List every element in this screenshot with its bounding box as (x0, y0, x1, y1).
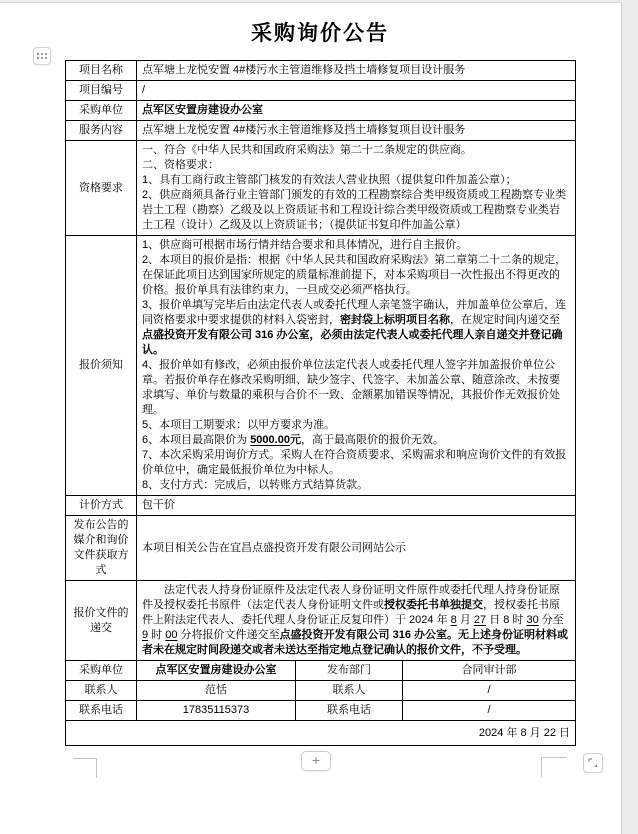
row-value-purchaser: 点军区安置房建设办公室 (137, 101, 576, 121)
margin-crop-mark-bottom-left (96, 758, 97, 778)
row-label-service: 服务内容 (66, 121, 137, 141)
table-drag-handle-button[interactable] (33, 47, 51, 65)
document-page (0, 2, 622, 834)
table-cell: 合同审计部 (403, 661, 576, 681)
row-value-pricing: 包干价 (137, 496, 576, 516)
table-row-contact-row (66, 681, 576, 701)
row-label-project-name: 项目名称 (66, 61, 137, 81)
table-row-service (66, 121, 576, 141)
table-cell: 联系电话 (296, 701, 403, 721)
row-label-pricing: 计价方式 (66, 496, 137, 516)
row-label-project-no: 项目编号 (66, 81, 137, 101)
row-value-media: 本项目相关公告在宜昌点盛投资开发有限公司网站公示 (137, 516, 576, 581)
table-row-date-row (66, 721, 576, 746)
date-cell: 2024 年 8 月 22 日 (66, 721, 576, 746)
table-cell: / (403, 701, 576, 721)
row-value-project-name: 点军塘上龙悦安置 4#楼污水主管道维修及挡土墙修复项目设计服务 (137, 61, 576, 81)
table-cell: 联系电话 (66, 701, 137, 721)
row-value-project-no: / (137, 81, 576, 101)
table-row-unit-row (66, 661, 576, 681)
announcement-table (65, 60, 576, 746)
margin-crop-mark-bottom-right (541, 757, 542, 777)
table-row-project-name (66, 61, 576, 81)
table-row-quotation-notes (66, 236, 576, 496)
table-row-purchaser (66, 101, 576, 121)
table-row-submission (66, 581, 576, 661)
table-cell: / (403, 681, 576, 701)
table-row-pricing (66, 496, 576, 516)
announcement-table-body (66, 61, 576, 746)
page-title: 采购询价公告 (251, 22, 389, 45)
table-row-qualification (66, 141, 576, 236)
table-cell: 范恬 (137, 681, 296, 701)
table-cell: 点军区安置房建设办公室 (137, 661, 296, 681)
add-row-button[interactable]: + (301, 751, 331, 771)
margin-crop-mark-bottom-left (73, 758, 96, 759)
row-value-submission: 法定代表人持身份证原件及法定代表人身份证明文件原件或委托代理人持身份证原件及授权委托书原件（法定代表人身份证明文件或授权委托书单独提交，授权委托书原件上附法定代表人、委托代理人身份证正反复印件）于 2024 年 8 月 27 日 8 时 30 分至 9 时 00 分将报价文件递交至点盛投资开发有限公司 316 办公室。无上述身份证明材料或者未在规定时间段递交或者未送达至指定地点登记确认的报价文件，不予受理。 (137, 581, 576, 661)
expand-icon (588, 758, 598, 768)
table-cell: 17835115373 (137, 701, 296, 721)
row-value-quotation-notes: 1、供应商可根据市场行情并结合要求和具体情况，进行自主报价。 2、本项目的报价是指：根据《中华人民共和国政府采购法》第二章第二十二条的规定，在保证此项目达到国家所规定的质量标准前提下，对本采购项目一次性报出不得更改的价格。报价单具有法律约束力，一旦成交必须严格执行。 3、报价单填写完毕后由法定代表人或委托代理人亲笔签字确认，并加盖单位公章后，连同资格要求中要求提供的材料入袋密封，密封袋上标明项目名称，在规定时间内递交至点盛投资开发有限公司 316 办公室，必须由法定代表人或委托代理人亲自递交并登记确认。 4、报价单如有修改，必须由报价单位法定代表人或委托代理人签字并加盖报价单位公章。若报价单存在修改采购明细、缺少签字、代签字、未加盖公章、随意涂改、未按要求填写、单价与数量的乘积与合价不一致、金额累加错误等情况，其报价作无效报价处理。 5、本项目工期要求：以甲方要求为准。 6、本项目最高限价为 5000.00元，高于最高限价的报价无效。 7、本次采购采用询价方式。采购人在符合资质要求、采购需求和响应询价文件的有效报价单位中，确定最低报价单位为中标人。 8、支付方式：完成后，以转账方式结算货款。 (137, 236, 576, 496)
row-label-quotation-notes: 报价须知 (66, 236, 137, 496)
row-label-submission: 报价文件的递交 (66, 581, 137, 661)
drag-handle-icon (37, 53, 47, 59)
row-label-media: 发布公告的媒介和询价文件获取方式 (66, 516, 137, 581)
table-row-media (66, 516, 576, 581)
table-cell: 采购单位 (66, 661, 137, 681)
row-label-purchaser: 采购单位 (66, 101, 137, 121)
row-value-service: 点军塘上龙悦安置 4#楼污水主管道维修及挡土墙修复项目设计服务 (137, 121, 576, 141)
table-cell: 发布部门 (296, 661, 403, 681)
table-row-project-no (66, 81, 576, 101)
expand-button[interactable] (583, 753, 603, 773)
row-label-qualification: 资格要求 (66, 141, 137, 236)
row-value-qualification: 一、符合《中华人民共和国政府采购法》第二十二条规定的供应商。 二、资格要求： 1、具有工商行政主管部门核发的有效法人营业执照（提供复印件加盖公章）； 2、供应商须具备行业主管部门颁发的有效的工程勘察综合类甲级资质或工程勘察专业类岩土工程（勘察）乙级及以上资质证书和工程设计综合类甲级资质或工程勘察专业类岩土工程（设计）乙级及以上资质证书；（提供证书复印件加盖公章） (137, 141, 576, 236)
table-row-phone-row (66, 701, 576, 721)
table-cell: 联系人 (66, 681, 137, 701)
margin-crop-mark-bottom-right (541, 757, 567, 758)
table-cell: 联系人 (296, 681, 403, 701)
